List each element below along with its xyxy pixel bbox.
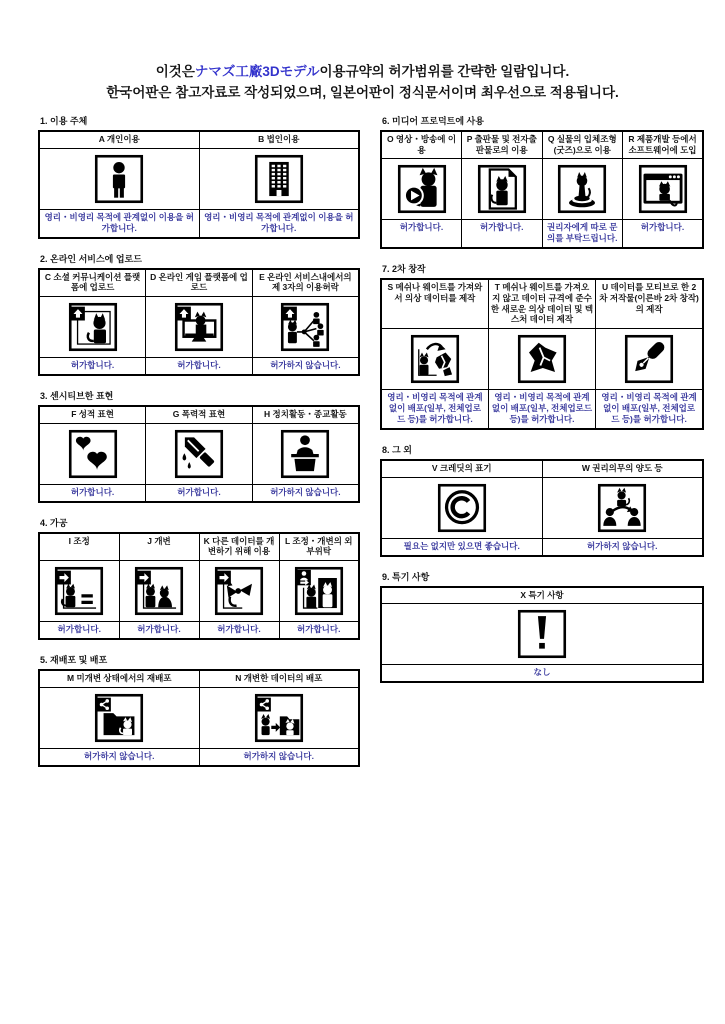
title-line1: 이것은ナマズ工廠3Dモデル이용규약의 허가범위를 간략한 일람입니다.: [155, 64, 570, 79]
section-5-title: 5. 재배포 및 배포: [40, 654, 108, 665]
item-t-header: T 메쉬나 웨이트를 가져오지 않고 데이터 규격에 준수한 새로운 의상 데이터 및 텍스처 데이터 제작: [488, 279, 595, 328]
distribute-modified-icon: [253, 692, 305, 744]
upload-cat-icon: [67, 301, 119, 353]
item-e-result: 허가하지 않습니다.: [252, 357, 359, 375]
upload-share-icon: [279, 301, 331, 353]
new-costume-icon: [516, 333, 568, 385]
publication-icon: [476, 163, 528, 215]
item-l-header: L 조정・개변의 외부위탁: [279, 533, 359, 561]
transfer-rights-icon: [596, 482, 648, 534]
section-8-title: 8. 그 외: [382, 444, 412, 455]
section-5-table: [38, 669, 360, 767]
section-6-title: 6. 미디어 프로덕트에 사용: [382, 116, 484, 126]
item-v-header: V 크레딧의 표기: [381, 460, 542, 477]
hearts-icon: [67, 428, 119, 480]
item-e-header: E 온라인 서비스내에서의 제 3자의 이용허락: [252, 269, 359, 297]
building-icon: [253, 153, 305, 205]
item-w-header: W 권리의무의 양도 등: [542, 460, 703, 477]
exclamation-icon: [516, 608, 568, 660]
item-f-result: 허가합니다.: [39, 484, 146, 502]
redistribute-folder-icon: [93, 692, 145, 744]
item-t-result: 영리・비영리 목적에 관계없이 배포(일부, 전체업로드 등)를 허가합니다.: [488, 389, 595, 429]
item-u-result: 영리・비영리 목적에 관계없이 배포(일부, 전체업로드 등)를 허가합니다.: [596, 389, 703, 429]
section-4-table: [38, 532, 360, 640]
left-column: [38, 114, 360, 780]
section-2-title: 2. 온라인 서비스에 업로드: [40, 253, 142, 264]
item-j-result: 허가합니다.: [119, 621, 199, 639]
copyright-icon: [436, 482, 488, 534]
section-7: [380, 262, 704, 430]
item-b-header: B 법인이용: [199, 131, 359, 148]
modify-cats-icon: [133, 565, 185, 617]
item-s-header: S 메쉬나 웨이트를 가져와서 의상 데이터를 제작: [381, 279, 488, 328]
section-7-table: [380, 278, 704, 430]
item-i-header: I 조정: [39, 533, 119, 561]
section-3-table: [38, 405, 360, 503]
podium-icon: [279, 428, 331, 480]
item-d-header: D 온라인 게임 플랫폼에 업로드: [146, 269, 253, 297]
item-k-header: K 다른 데이터를 개변하기 위해 이용: [199, 533, 279, 561]
item-m-result: 허가하지 않습니다.: [39, 748, 199, 766]
item-a-result: 영리・비영리 목적에 관계없이 이용을 허가합니다.: [39, 209, 199, 238]
item-d-result: 허가합니다.: [146, 357, 253, 375]
item-m-header: M 미개변 상태에서의 재배포: [39, 670, 199, 687]
item-x-result: なし: [381, 665, 703, 683]
item-r-result: 허가합니다.: [623, 220, 704, 249]
costume-from-mesh-icon: [409, 333, 461, 385]
item-u-header: U 데이터를 모티브로 한 2차 저작물(이른바 2차 창작)의 제작: [596, 279, 703, 328]
person-icon: [93, 153, 145, 205]
fanart-pen-icon: [623, 333, 675, 385]
item-v-result: 필요는 없지만 있으면 좋습니다.: [381, 538, 542, 556]
section-9-table: [380, 586, 704, 684]
item-p-result: 허가합니다.: [462, 220, 543, 249]
item-x-header: X 특기 사항: [381, 587, 703, 604]
figurine-icon: [556, 163, 608, 215]
item-h-header: H 정치활동・종교활동: [252, 406, 359, 423]
outsource-icon: [293, 565, 345, 617]
software-icon: [637, 163, 689, 215]
section-4-title: 4. 가공: [40, 517, 68, 528]
section-1-title: 1. 이용 주체: [40, 116, 88, 126]
section-9-title: 9. 특기 사항: [382, 571, 430, 582]
item-o-header: O 영상・방송에 이용: [381, 131, 462, 159]
section-4: [38, 516, 360, 640]
item-g-header: G 폭력적 표현: [146, 406, 253, 423]
item-s-result: 영리・비영리 목적에 관계없이 배포(일부, 전체업로드 등)를 허가합니다.: [381, 389, 488, 429]
section-8: [380, 443, 704, 557]
section-8-table: [380, 459, 704, 557]
item-j-header: J 개변: [119, 533, 199, 561]
item-b-result: 영리・비영리 목적에 관계없이 이용을 허가합니다.: [199, 209, 359, 238]
item-h-result: 허가하지 않습니다.: [252, 484, 359, 502]
title-line2: 한국어판은 참고자료로 작성되었으며, 일본어판이 정식문서이며 최우선으로 적용됩니다.: [106, 84, 619, 100]
right-column: [380, 114, 704, 696]
other-data-icon: [213, 565, 265, 617]
section-7-title: 7. 2차 창작: [382, 264, 426, 275]
item-g-result: 허가합니다.: [146, 484, 253, 502]
item-f-header: F 성적 표현: [39, 406, 146, 423]
section-9: [380, 570, 704, 684]
item-r-header: R 제품개발 등에서 소프트웨어에 도입: [623, 131, 704, 159]
section-5: [38, 653, 360, 767]
section-1: [38, 114, 360, 239]
section-6: [380, 114, 704, 249]
item-q-result: 권리자에게 따로 문의를 부탁드립니다.: [542, 220, 623, 249]
item-c-result: 허가합니다.: [39, 357, 146, 375]
item-o-result: 허가합니다.: [381, 220, 462, 249]
item-p-header: P 출판물 및 전자출판물로의 이용: [462, 131, 543, 159]
item-a-header: A 개인이용: [39, 131, 199, 148]
section-3-title: 3. 센시티브한 표현: [40, 391, 114, 402]
item-w-result: 허가하지 않습니다.: [542, 538, 703, 556]
upload-game-icon: [173, 301, 225, 353]
section-6-table: [380, 130, 704, 249]
item-n-header: N 개변한 데이터의 배포: [199, 670, 359, 687]
section-2-table: [38, 268, 360, 376]
item-i-result: 허가합니다.: [39, 621, 119, 639]
item-k-result: 허가합니다.: [199, 621, 279, 639]
adjust-cat-icon: [53, 565, 105, 617]
page-title: [0, 62, 725, 104]
video-cat-icon: [396, 163, 448, 215]
knife-icon: [173, 428, 225, 480]
section-2: [38, 252, 360, 376]
brand-name: ナマズ工廠3Dモデル: [194, 64, 320, 79]
section-3: [38, 389, 360, 503]
item-n-result: 허가하지 않습니다.: [199, 748, 359, 766]
item-q-header: Q 실물의 입체조형(굿즈)으로 이용: [542, 131, 623, 159]
item-c-header: C 소셜 커뮤니케이션 플랫폼에 업로드: [39, 269, 146, 297]
item-l-result: 허가합니다.: [279, 621, 359, 639]
section-1-table: [38, 130, 360, 239]
